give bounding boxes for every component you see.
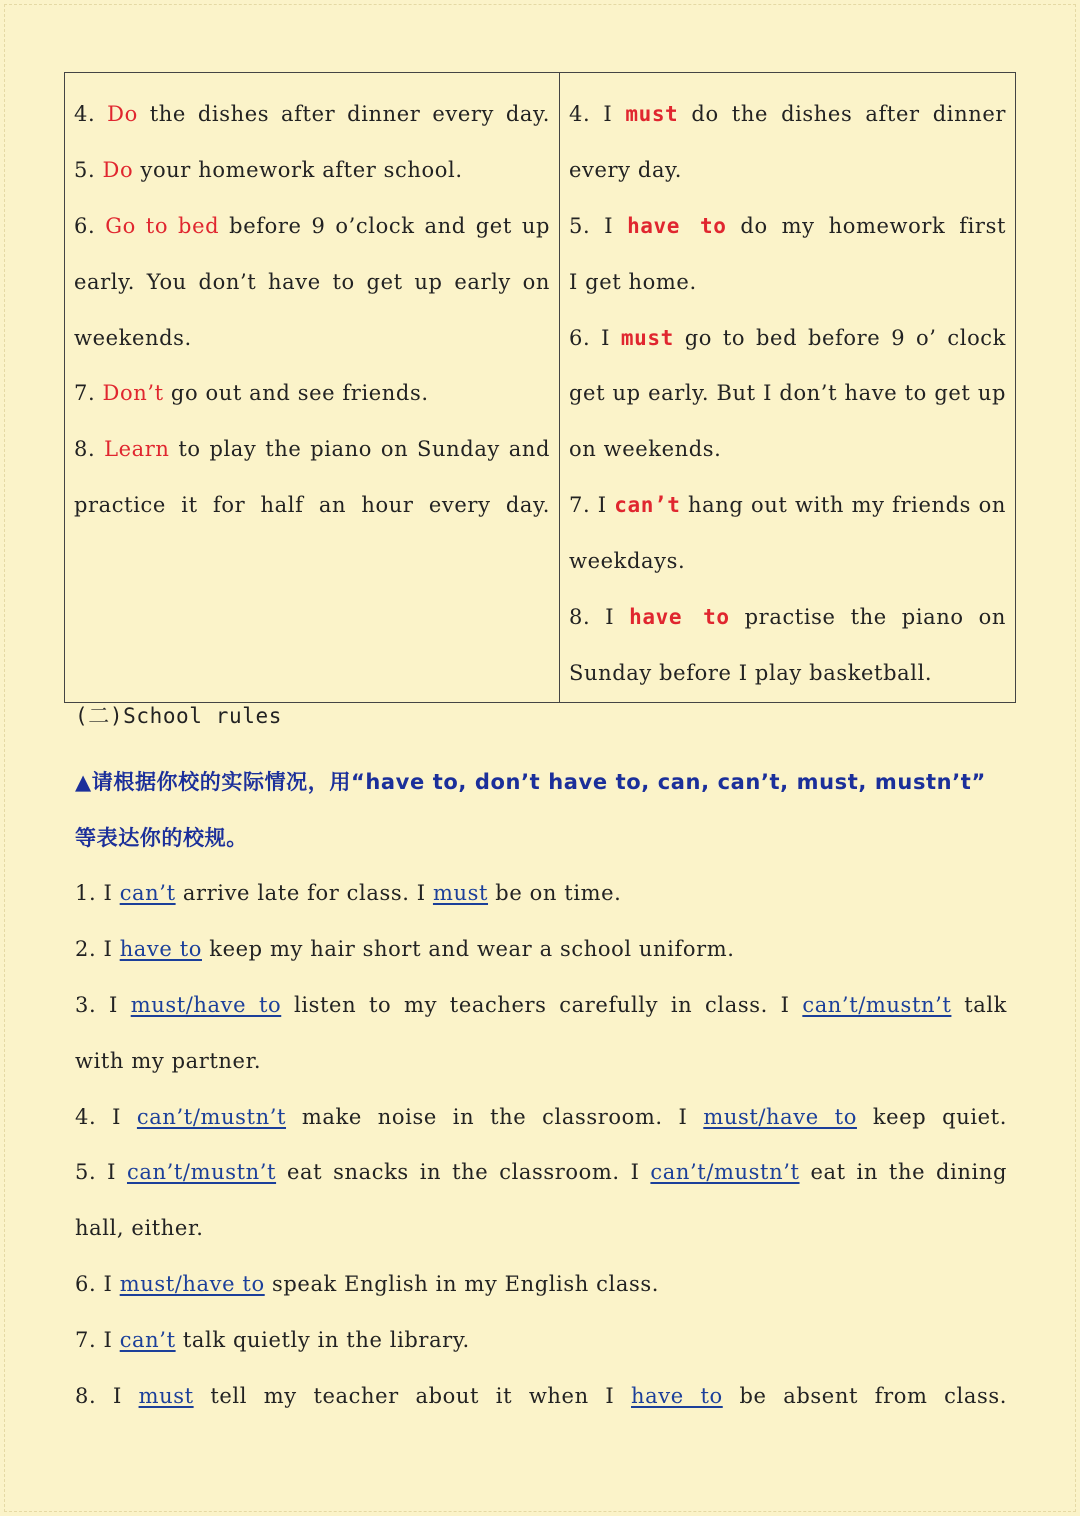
left-column-line — [74, 143, 550, 199]
instruction — [75, 754, 1007, 866]
answer-blank: must/have to — [703, 1104, 857, 1129]
left-column-cell — [65, 73, 560, 703]
school-rules-list — [75, 866, 1007, 1425]
left-column-line — [74, 478, 550, 534]
text-segment: early. You don’t have to get up early on — [74, 269, 550, 294]
text-segment: make noise in the classroom. I — [286, 1104, 704, 1129]
highlighted-word: Learn — [104, 437, 170, 462]
text-segment: practise the piano on — [729, 605, 1006, 630]
text-segment: 6. — [74, 213, 106, 238]
text-segment: 5. — [74, 157, 103, 182]
text-segment: practice it for half an hour every day. — [74, 493, 550, 518]
answer-blank: can’t — [119, 881, 176, 905]
text-segment: your homework after school. — [133, 157, 463, 182]
text-segment: keep my hair short and wear a school uniform. — [201, 936, 735, 961]
text-segment: I get home. — [569, 269, 697, 294]
right-column-line — [569, 255, 1006, 311]
answer-blank: must — [432, 881, 489, 905]
right-column-line — [569, 366, 1006, 422]
rule-item-line — [75, 1201, 1007, 1257]
right-column-line — [569, 478, 1006, 534]
answer-blank: can’t/mustn’t — [650, 1160, 800, 1185]
highlighted-word: have to — [627, 213, 727, 238]
text-segment: 8. I — [75, 1384, 139, 1409]
right-column-text — [569, 87, 1006, 702]
text-segment: eat snacks in the classroom. I — [276, 1160, 651, 1185]
left-column-line — [74, 255, 550, 311]
text-segment: every day. — [569, 157, 683, 182]
answer-blank: can’t/mustn’t — [136, 1104, 287, 1129]
text-segment: hang out with my friends on — [680, 493, 1006, 518]
text-segment: tell my teacher about it when I — [193, 1384, 632, 1409]
text-segment: do my homework first — [740, 213, 1006, 238]
highlighted-word: Don’t — [102, 381, 164, 406]
right-column-line — [569, 422, 1006, 478]
text-segment: 6. I — [569, 325, 621, 350]
instruction-line-1: ▲请根据你校的实际情况，用“have to, don’t have to, can, can’t, must, mustn’t” — [75, 770, 986, 794]
rule-item-line — [75, 1257, 1007, 1313]
text-segment: go out and see friends. — [163, 381, 429, 406]
highlighted-word: Do — [102, 157, 134, 182]
text-segment: eat in the dining — [799, 1160, 1007, 1185]
text-segment: be absent from class. — [722, 1384, 1007, 1409]
answer-blank: have to — [631, 1384, 723, 1409]
text-segment: with my partner. — [75, 1048, 262, 1073]
left-column-line — [74, 311, 550, 367]
text-segment: go to bed before 9 o’ clock — [684, 325, 1006, 350]
left-column-text — [74, 87, 550, 534]
rule-item-line — [75, 1145, 1007, 1201]
right-column-line — [569, 534, 1006, 590]
rule-item-line — [75, 1034, 1007, 1090]
instruction-line-2: 等表达你的校规。 — [75, 826, 248, 850]
highlighted-word: have to — [629, 605, 730, 630]
right-column-line — [569, 143, 1006, 199]
left-column-line — [74, 422, 550, 478]
rules-table — [64, 72, 1016, 703]
answer-blank: must — [138, 1384, 194, 1409]
highlighted-word: Do — [107, 102, 138, 126]
highlighted-word: must — [620, 325, 674, 350]
table-row — [65, 73, 1016, 703]
text-segment: arrive late for class. I — [175, 881, 433, 905]
right-column-line — [569, 646, 1006, 702]
text-segment: 8. — [74, 437, 105, 462]
text-segment: 4. I — [569, 102, 626, 126]
text-segment: talk — [951, 992, 1007, 1017]
text-segment: the dishes after dinner every day. — [137, 102, 550, 126]
right-column-cell — [560, 73, 1016, 703]
right-column-line — [569, 199, 1006, 255]
rule-item-line — [75, 866, 1007, 922]
text-segment: 7. I — [75, 1328, 120, 1353]
answer-blank: can’t — [119, 1328, 176, 1353]
rule-item-line — [75, 1090, 1007, 1146]
text-segment: hall, either. — [75, 1216, 204, 1241]
answer-blank: must/have to — [119, 1272, 265, 1297]
text-segment: 7. I — [569, 493, 615, 518]
text-segment: be on time. — [488, 881, 622, 905]
right-column-line — [569, 590, 1006, 646]
text-segment: 8. I — [569, 605, 630, 630]
answer-blank: have to — [119, 936, 202, 961]
right-column-line — [569, 87, 1006, 143]
rule-item-line — [75, 1313, 1007, 1369]
highlighted-word: can’t — [614, 493, 681, 518]
text-segment: 7. — [74, 381, 103, 406]
text-segment: weekdays. — [569, 549, 686, 574]
text-segment: 1. I — [75, 881, 120, 905]
rule-item-line — [75, 978, 1007, 1034]
left-column-line — [74, 87, 550, 143]
text-segment: 5. I — [569, 213, 628, 238]
answer-blank: can’t/mustn’t — [126, 1160, 277, 1185]
text-segment: before 9 o’clock and get up — [219, 213, 550, 238]
text-segment: 2. I — [75, 936, 120, 961]
text-segment: listen to my teachers carefully in class. I — [281, 992, 803, 1017]
left-column-line — [74, 199, 550, 255]
section-title: (二)School rules — [75, 704, 283, 728]
text-segment: on weekends. — [569, 437, 722, 462]
answer-blank: must/have to — [130, 992, 282, 1017]
text-segment: get up early. But I don’t have to get up — [569, 381, 1006, 406]
text-segment: 5. I — [75, 1160, 127, 1185]
highlighted-word: must — [625, 102, 679, 126]
text-segment: talk quietly in the library. — [175, 1328, 470, 1353]
text-segment: weekends. — [74, 325, 192, 350]
text-segment: 4. I — [75, 1104, 137, 1129]
highlighted-word: Go to bed — [105, 213, 220, 238]
answer-blank: can’t/mustn’t — [802, 992, 952, 1017]
text-segment: 6. I — [75, 1272, 120, 1297]
right-column-line — [569, 311, 1006, 367]
left-column-line — [74, 366, 550, 422]
text-segment: speak English in my English class. — [264, 1272, 659, 1297]
text-segment: to play the piano on Sunday and — [169, 437, 550, 462]
rule-item-line — [75, 1369, 1007, 1425]
text-segment: do the dishes after dinner — [678, 102, 1006, 126]
text-segment: 3. I — [75, 992, 131, 1017]
text-segment: Sunday before I play basketball. — [569, 660, 933, 685]
text-segment: keep quiet. — [856, 1104, 1007, 1129]
rule-item-line — [75, 922, 1007, 978]
text-segment: 4. — [74, 102, 108, 126]
